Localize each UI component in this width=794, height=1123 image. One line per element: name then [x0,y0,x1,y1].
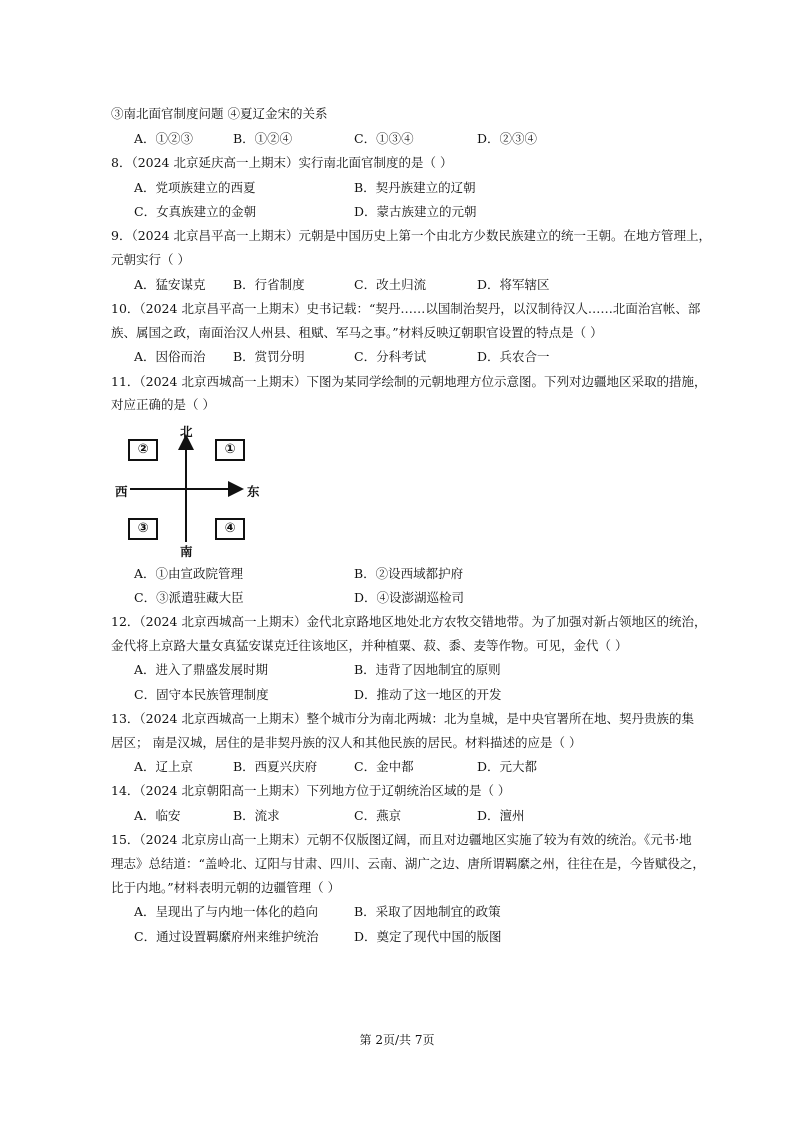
q8-option-c[interactable]: C．女真族建立的金朝 [134,204,257,219]
q15-option-b[interactable]: B．采取了因地制宜的政策 [354,904,501,919]
q7-option-d[interactable]: D．②③④ [477,131,538,146]
q12-stem-line1: 12．（2024 北京西城高一上期末）金代北京路地区地处北方农牧交错地带。为了加强对新占领地区的统治， [111,614,707,629]
q13-stem-line2: 居区； 南是汉城，居住的是非契丹族的汉人和其他民族的居民。材料描述的应是（ ） [111,735,582,750]
q12-option-b[interactable]: B．违背了因地制宜的原则 [354,662,501,677]
q11-option-c[interactable]: C．③派遣驻藏大臣 [134,590,244,605]
q10-stem-line2: 族、属国之政，南面治汉人州县、租赋、军马之事。”材料反映辽朝职官设置的特点是（ ） [111,325,603,340]
region-box-3: ③ [128,518,158,540]
q13-option-d[interactable]: D．元大都 [477,759,538,774]
q14-stem: 14．（2024 北京朝阳高一上期末）下列地方位于辽朝统治区域的是（ ） [111,783,511,798]
q9-stem-line2: 元朝实行（ ） [111,252,190,267]
q7-option-b[interactable]: B．①②④ [233,131,293,146]
south-label: 南 [180,544,193,559]
q11-stem-line2: 对应正确的是（ ） [111,397,215,412]
north-label: 北 [180,424,193,439]
q14-option-d[interactable]: D．澶州 [477,808,525,823]
q14-option-b[interactable]: B．流求 [233,808,280,823]
region-box-1: ① [215,439,245,461]
q11-stem-line1: 11．（2024 北京西城高一上期末）下图为某同学绘制的元朝地理方位示意图。下列对边疆地区采取的措施， [111,374,707,389]
q15-stem-line2: 理志》总结道：“盖岭北、辽阳与甘肃、四川、云南、湖广之边、唐所谓羁縻之州，往往在是，今皆赋役之， [111,856,705,871]
q15-stem-line3: 比于内地。”材料表明元朝的边疆管理（ ） [111,880,341,895]
page-footer: 第 2页/共 7页 [359,1033,435,1047]
q8-option-d[interactable]: D．蒙古族建立的元朝 [354,204,477,219]
east-label: 东 [247,484,260,499]
q12-stem-line2: 金代将上京路大量女真猛安谋克迁往该地区，并种植粟、菽、黍、麦等作物。可见，金代（ ） [111,638,628,653]
q15-option-c[interactable]: C．通过设置羁縻府州来维护统治 [134,929,319,944]
q10-option-b[interactable]: B．赏罚分明 [233,349,305,364]
q15-option-d[interactable]: D．奠定了现代中国的版图 [354,929,502,944]
q15-stem-line1: 15．（2024 北京房山高一上期末）元朝不仅版图辽阔，而且对边疆地区实施了较为有效的统治。《元书·地 [111,832,692,847]
q10-option-a[interactable]: A．因俗而治 [134,349,206,364]
q9-stem-line1: 9．（2024 北京昌平高一上期末）元朝是中国历史上第一个由北方少数民族建立的统一王朝。在地方管理上， [111,228,711,243]
q14-option-c[interactable]: C．燕京 [354,808,402,823]
q12-option-d[interactable]: D．推动了这一地区的开发 [354,687,502,702]
q13-option-a[interactable]: A．辽上京 [134,759,194,774]
q8-option-a[interactable]: A．党项族建立的西夏 [134,180,256,195]
q9-option-a[interactable]: A．猛安谋克 [134,277,206,292]
q7-option-c[interactable]: C．①③④ [354,131,414,146]
q8-option-b[interactable]: B．契丹族建立的辽朝 [354,180,476,195]
q11-option-a[interactable]: A．①由宣政院管理 [134,566,244,581]
q10-option-c[interactable]: C．分科考试 [354,349,427,364]
yuan-direction-diagram [110,422,270,557]
q7-items-line: ③南北面官制度问题 ④夏辽金宋的关系 [111,106,328,121]
q8-stem: 8．（2024 北京延庆高一上期末）实行南北面官制度的是（ ） [111,155,453,170]
west-label: 西 [115,484,128,499]
q11-option-d[interactable]: D．④设澎湖巡检司 [354,590,465,605]
region-box-4: ④ [215,518,245,540]
q10-stem-line1: 10．（2024 北京昌平高一上期末）史书记载：“契丹……以国制治契丹，以汉制待汉人……北面治宫帐、部 [111,301,701,316]
q13-option-b[interactable]: B．西夏兴庆府 [233,759,318,774]
q9-option-d[interactable]: D．将军辖区 [477,277,550,292]
q9-option-b[interactable]: B．行省制度 [233,277,305,292]
q12-option-a[interactable]: A．进入了鼎盛发展时期 [134,662,269,677]
q11-option-b[interactable]: B．②设西域都护府 [354,566,464,581]
q15-option-a[interactable]: A．呈现出了与内地一体化的趋向 [134,904,319,919]
q9-option-c[interactable]: C．改土归流 [354,277,427,292]
q13-option-c[interactable]: C．金中都 [354,759,414,774]
q10-option-d[interactable]: D．兵农合一 [477,349,550,364]
region-box-2: ② [128,439,158,461]
q14-option-a[interactable]: A．临安 [134,808,181,823]
q7-option-a[interactable]: A．①②③ [134,131,194,146]
q13-stem-line1: 13．（2024 北京西城高一上期末）整个城市分为南北两城：北为皇城，是中央官署所在地、契丹贵族的集 [111,711,694,726]
q12-option-c[interactable]: C．固守本民族管理制度 [134,687,269,702]
